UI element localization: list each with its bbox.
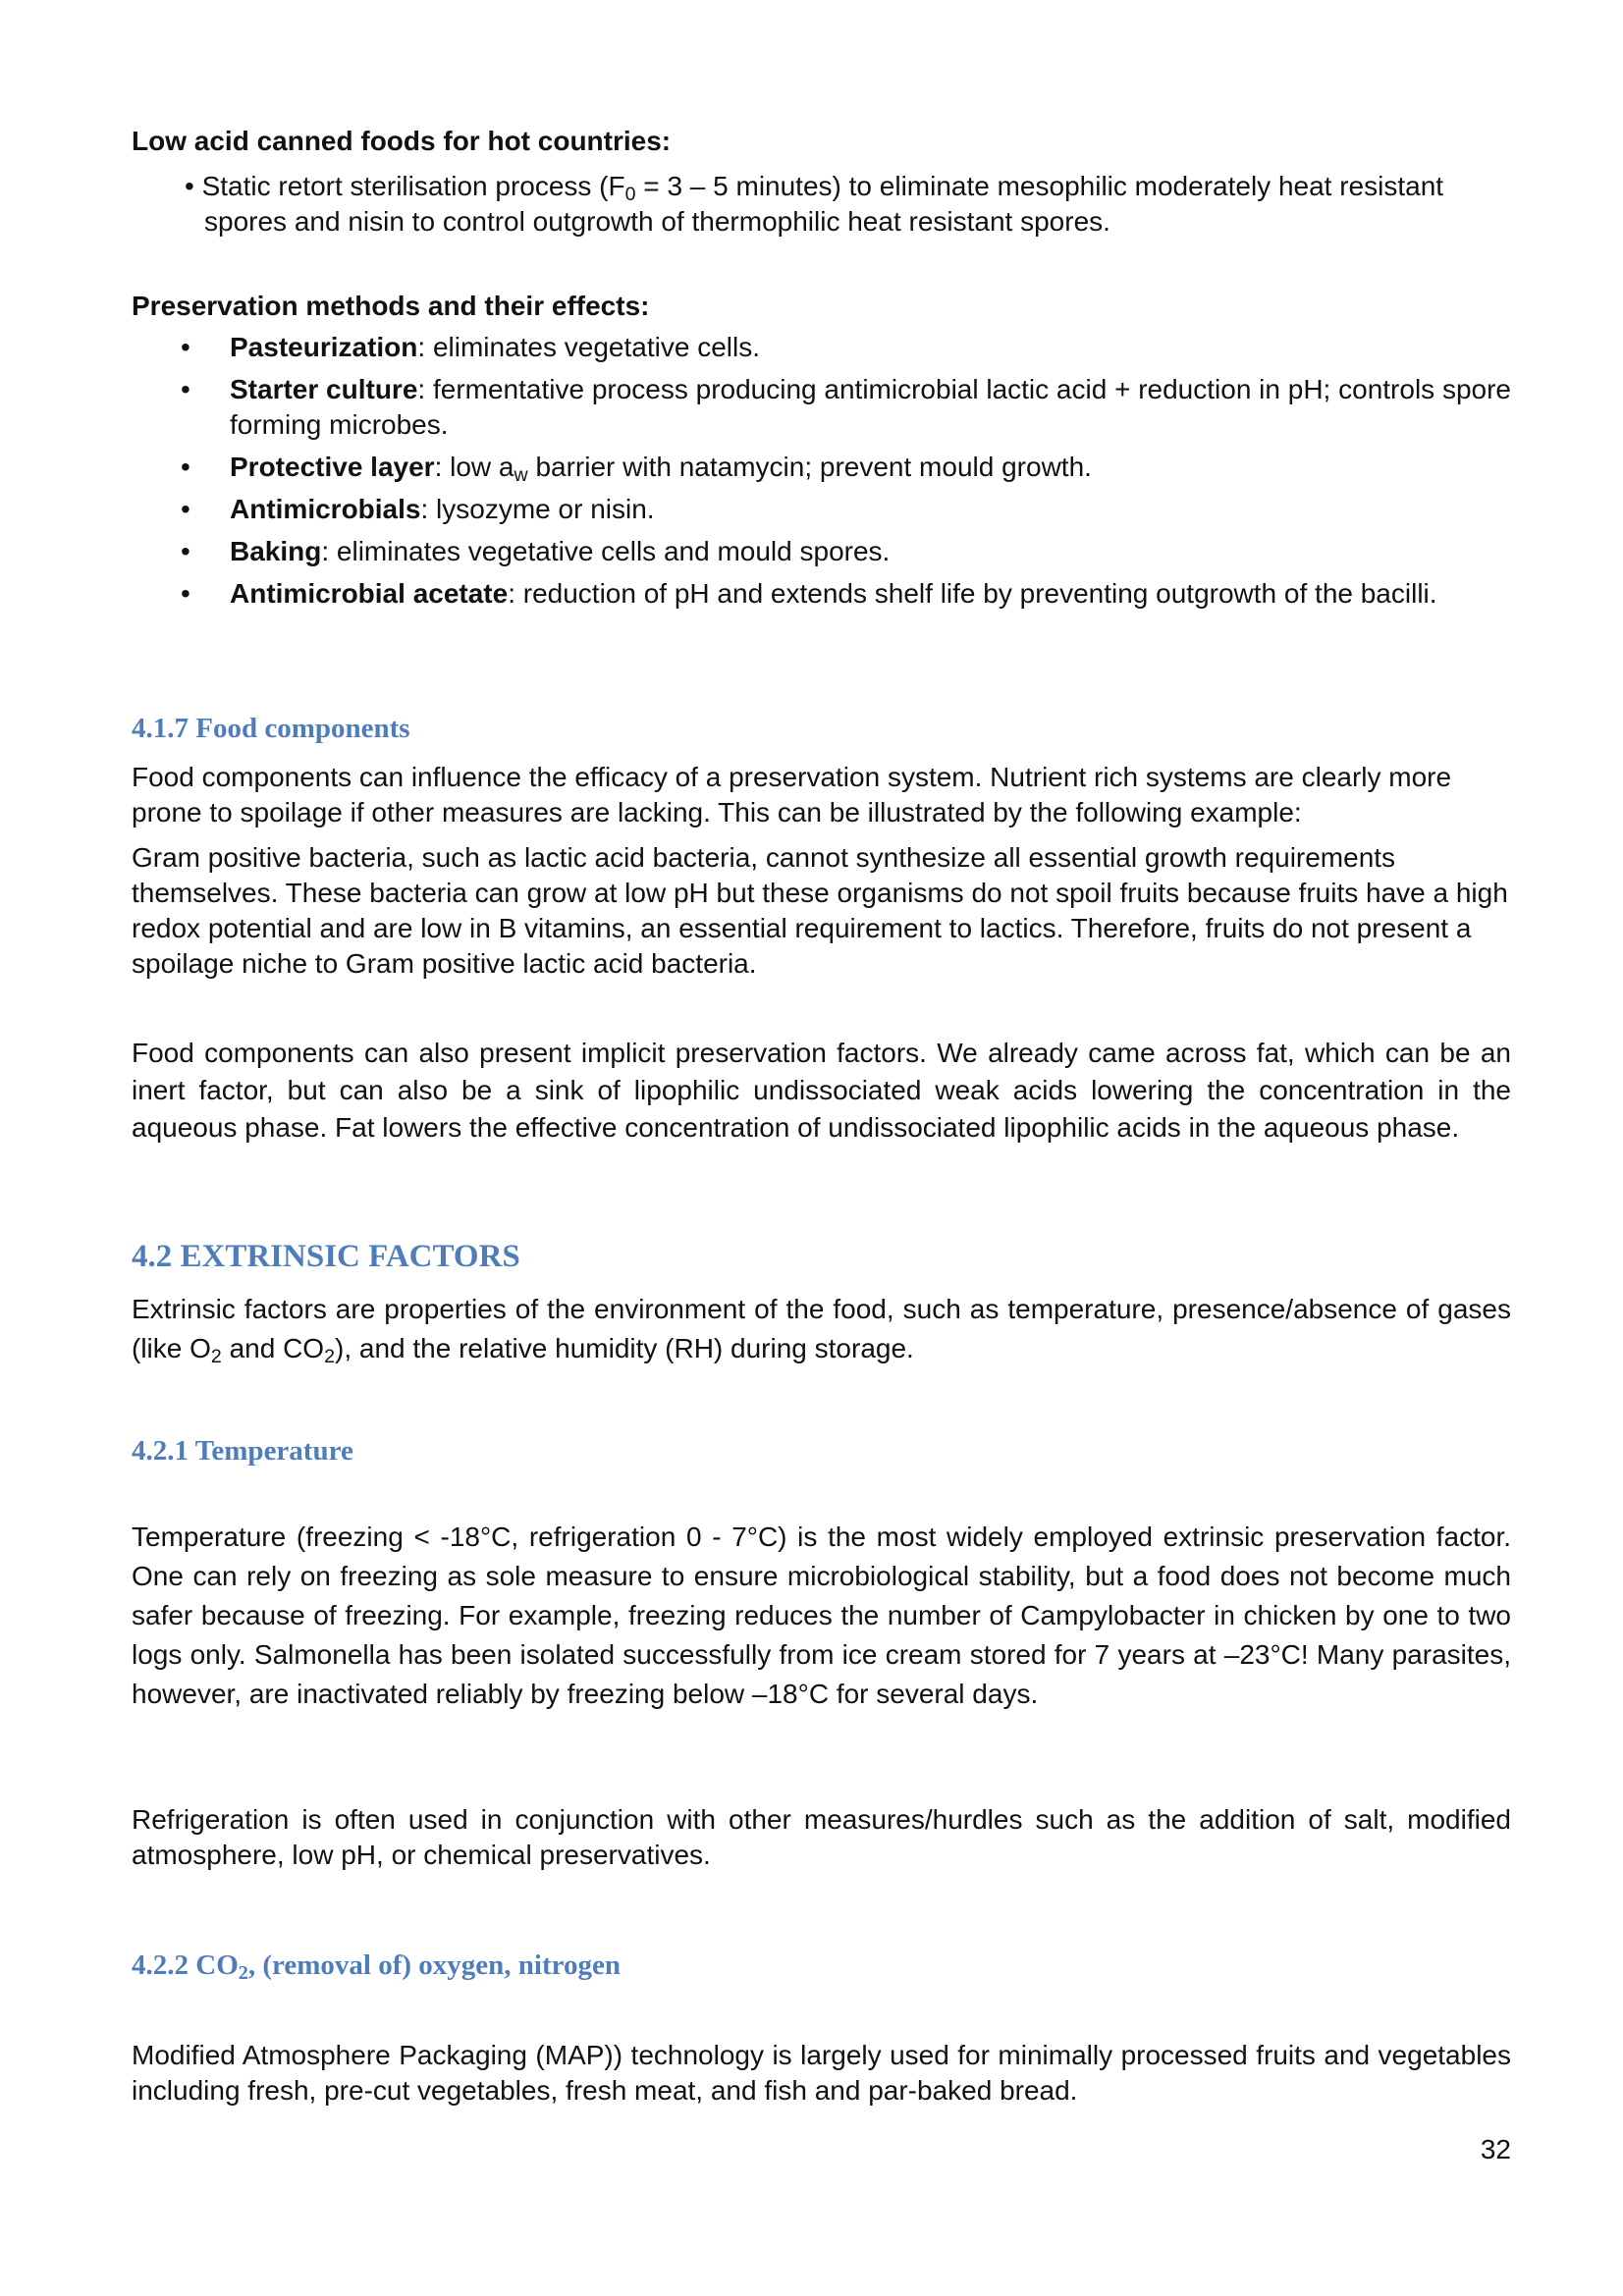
subsection-heading: 4.1.7 Food components <box>132 713 410 744</box>
paragraph: Food components can also present implicit preservation factors. We already came across fat, which can be an inert factor, but can also be a sink of lipophilic undissociated weak acids lowering the concentration in the aqueous phase. Fat lowers the effective concentration of undissociated lipophilic acids in the aqueous phase. <box>132 1038 1511 1143</box>
page-number: 32 <box>1480 2134 1511 2164</box>
document-page <box>132 0 1511 2296</box>
paragraph: Food components can influence the efficacy of a preservation system. Nutrient rich systems are clearly more prone to spoilage if other measures are lacking. This can be illustrated by the following example: <box>132 762 1452 828</box>
section-heading: Low acid canned foods for hot countries: <box>132 126 672 156</box>
bullet-item: • Static retort sterilisation process ($F_0 = 3 - 5$ minutes) to eliminate mesophilic moderately heat resistant spores and nisin to control outgrowth of thermophilic heat resistant spores. <box>185 171 1444 237</box>
paragraph: Gram positive bacteria, such as lactic acid bacteria, cannot synthesize all essential growth requirements themselves. These bacteria can grow at low pH but these organisms do not spoil fruits because fruits have a high redox potential and are low in B vitamins, an essential requirement to lactics. Therefore, fruits do not present a spoilage niche to Gram positive lactic acid bacteria. <box>132 842 1508 979</box>
bullet-marker: • <box>181 494 190 524</box>
paragraph: Refrigeration is often used in conjunction with other measures/hurdles such as the addition of salt, modified atmosphere, low pH, or chemical preservatives. <box>132 1804 1511 1870</box>
list-item: • Pasteurization: eliminates vegetative cells. <box>132 330 1511 365</box>
list-item: • Antimicrobial acetate: reduction of pH and extends shelf life by preventing outgrowth of the bacilli. <box>132 576 1511 612</box>
paragraph: Extrinsic factors are properties of the environment of the food, such as temperature, presence/absence of gases (like $O_2$ and $CO_2$), and the relative humidity (RH) during storage. <box>132 1294 1511 1367</box>
bullet-marker: • <box>181 452 190 482</box>
paragraph: Modified Atmosphere Packaging (MAP)) technology is largely used for minimally processed fruits and vegetables including fresh, pre-cut vegetables, fresh meat, and fish and par-baked bread. <box>132 2040 1511 2106</box>
section-heading: Preservation methods and their effects: <box>132 291 650 321</box>
bullet-marker: • <box>181 536 190 566</box>
list-item: • Protective layer: low $a_w$ barrier with natamycin; prevent mould growth. <box>181 452 1092 486</box>
list-item: • Baking: eliminates vegetative cells and mould spores. <box>132 534 1511 569</box>
bullet-marker: • <box>185 171 194 201</box>
list-item: • Antimicrobials: lysozyme or nisin. <box>132 492 1511 527</box>
subsection-heading: 4.2.1 Temperature <box>132 1435 353 1467</box>
paragraph: Temperature (freezing < -18°C, refrigeration 0 - 7°C) is the most widely employed extrinsic preservation factor. One can rely on freezing as sole measure to ensure microbiological stability, but a food does not become much safer because of freezing. For example, freezing reduces the number of Campylobacter in chicken by one to two logs only. Salmonella has been isolated successfully from ice cream stored for 7 years at –23°C! Many parasites, however, are inactivated reliably by freezing below –18°C for several days. <box>132 1522 1511 1709</box>
bullet-marker: • <box>181 332 190 362</box>
section-title: 4.2 EXTRINSIC FACTORS <box>132 1239 520 1274</box>
bullet-list <box>132 330 1511 612</box>
bullet-marker: • <box>181 578 190 609</box>
subsection-heading: 4.2.2 $CO_2$, (removal of) oxygen, nitrogen <box>132 1949 621 1985</box>
bullet-marker: • <box>181 374 190 404</box>
list-item: • Starter culture: fermentative process producing antimicrobial lactic acid + reduction in pH; controls spore forming microbes. <box>181 374 1511 440</box>
